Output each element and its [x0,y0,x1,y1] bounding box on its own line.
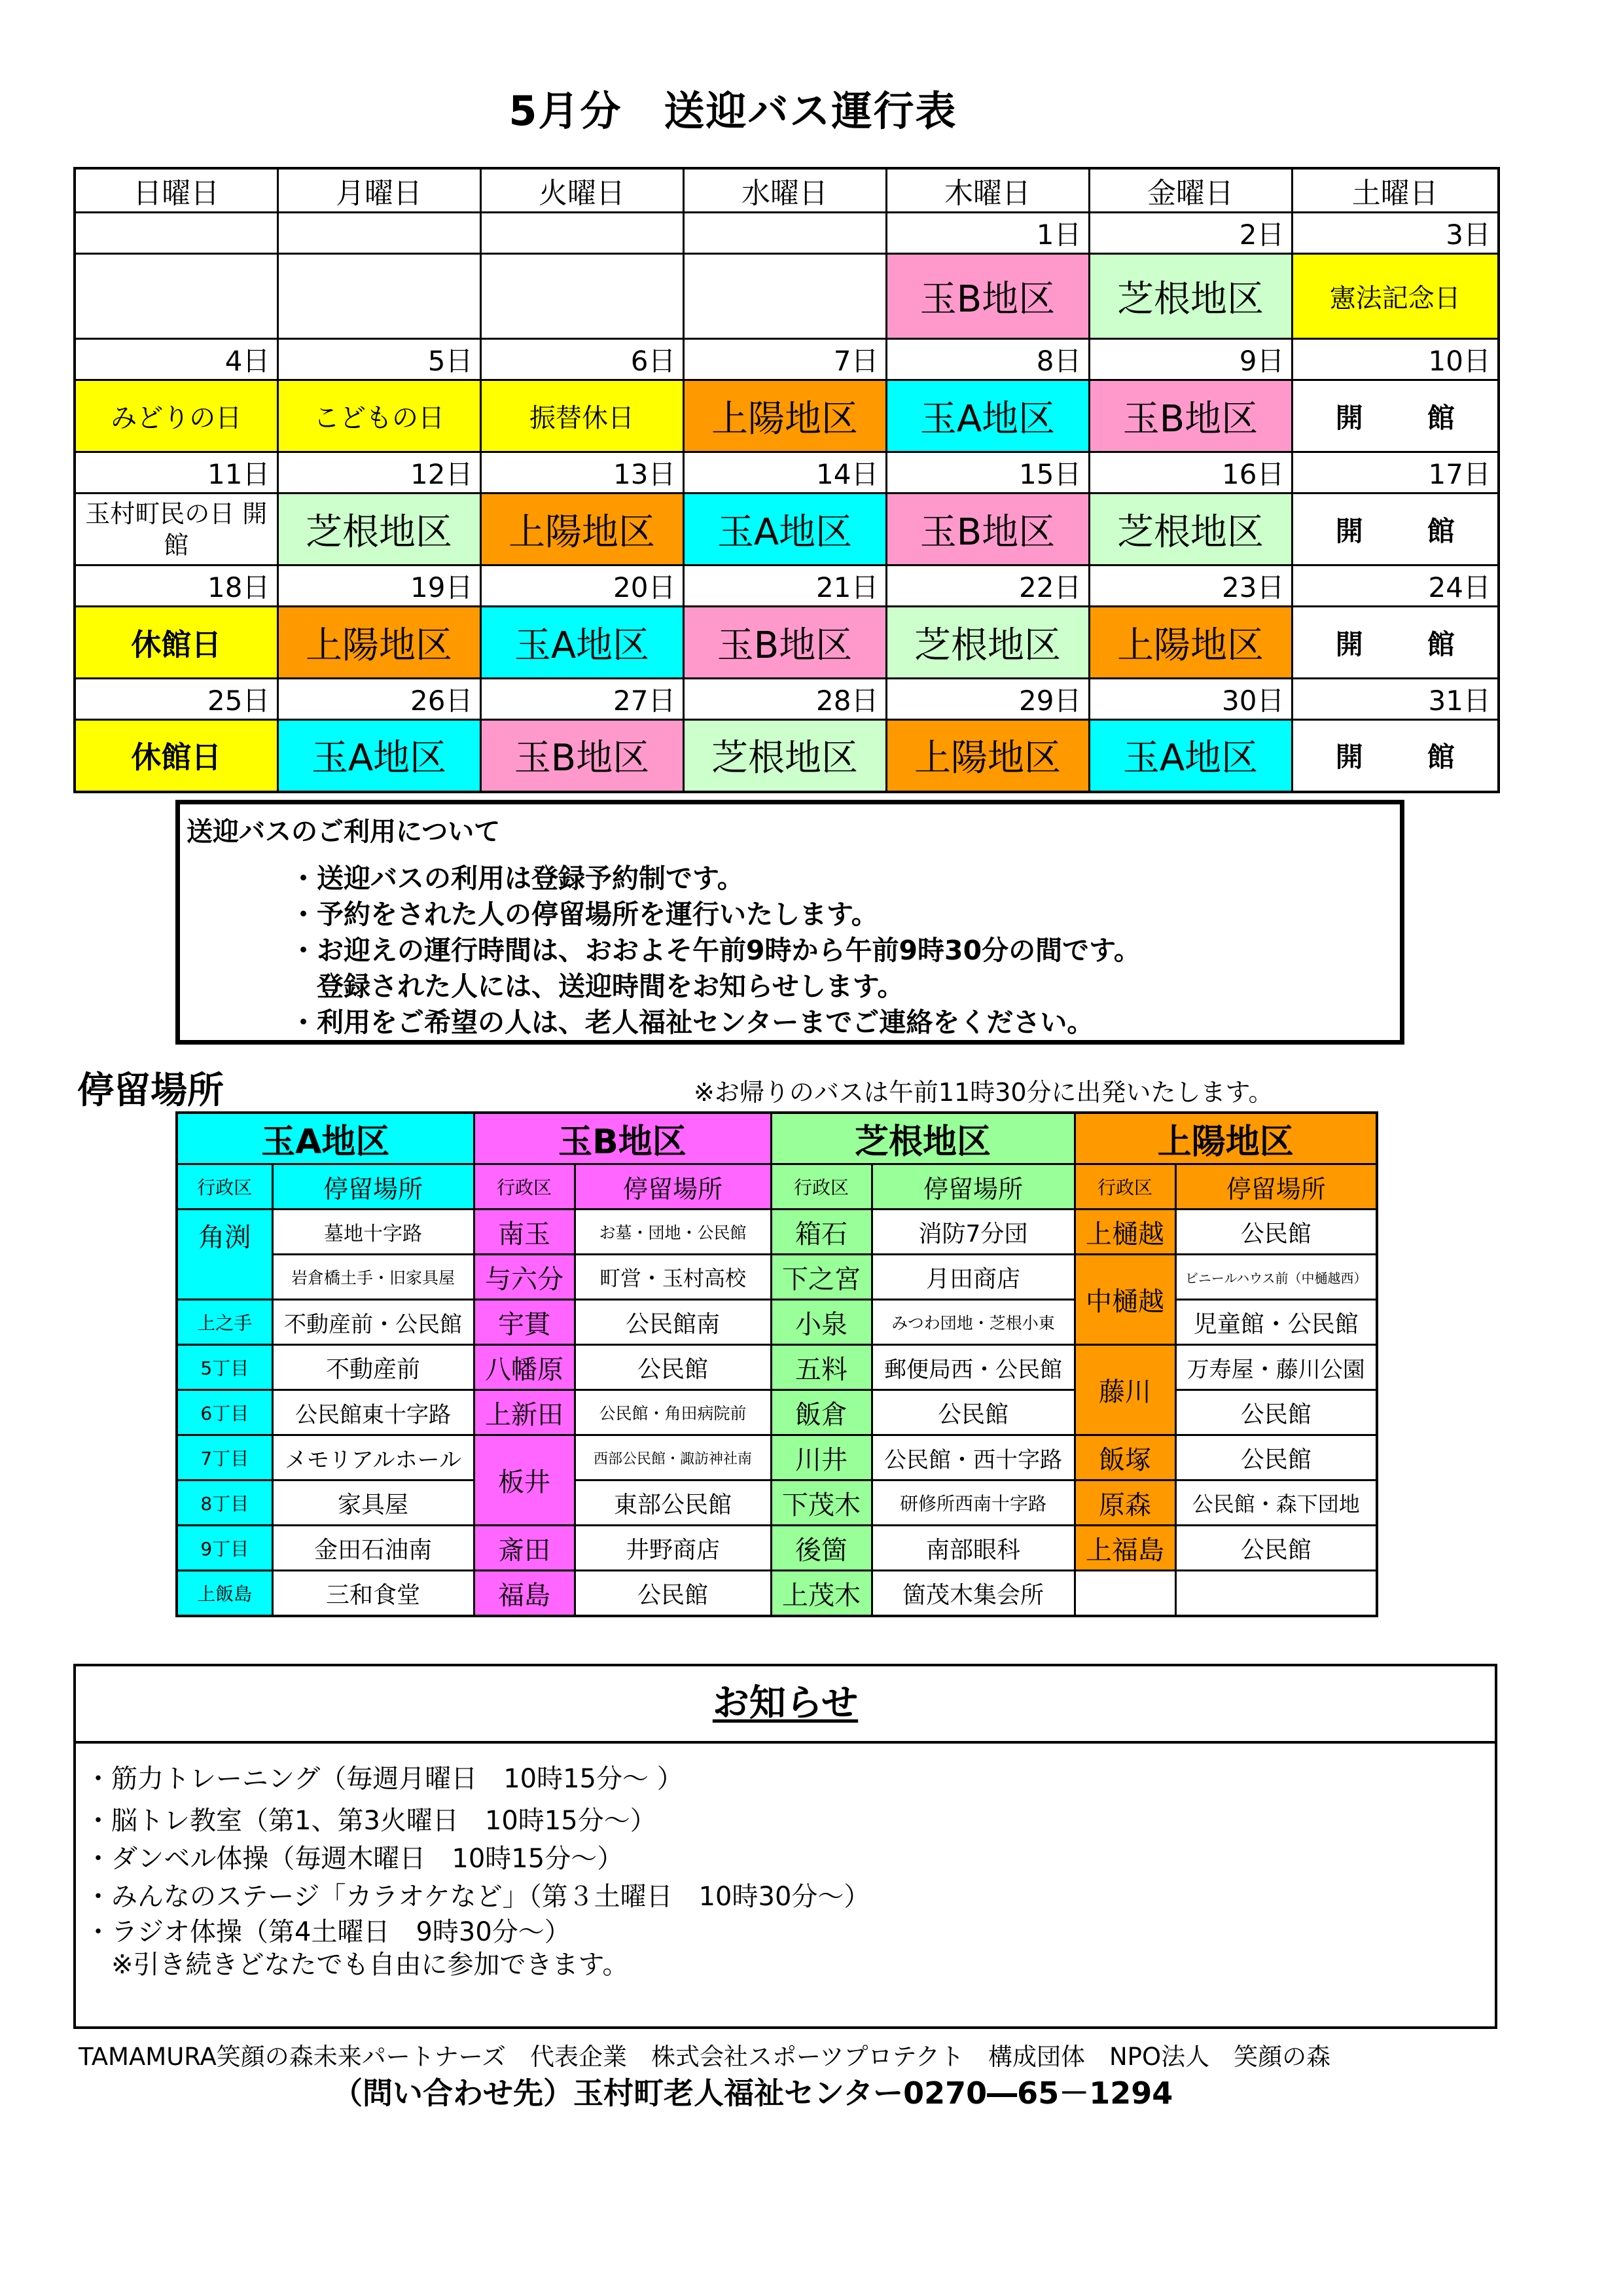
area-cell: 小泉 [771,1300,872,1345]
area-cell: 7丁目 [177,1435,272,1480]
week-event-row [75,380,1499,452]
stop-cell: 万寿屋・藤川公園 [1175,1345,1377,1390]
area-cell: 飯塚 [1075,1435,1175,1480]
contact-line: （問い合わせ先）玉村町老人福祉センター0270―65－1294 [332,2075,1173,2111]
date-cell: 3日 [1292,213,1499,254]
area-cell: 6丁目 [177,1390,272,1435]
stop-cell: 金田石油南 [272,1526,474,1571]
event-cell: 休館日 [75,607,277,679]
event-cell: 玉B地区 [683,607,886,679]
week-date-row [75,565,1499,607]
week-date-row [75,452,1499,493]
area-cell: 南玉 [474,1210,575,1255]
stops-row [177,1435,1377,1480]
weekday-header: 火曜日 [480,168,683,213]
stop-cell: 公民館・西十字路 [872,1435,1075,1480]
date-cell: 21日 [683,565,886,607]
stops-heading: 停留場所 [77,1069,224,1112]
notice-line: 登録された人には、送迎時間をお知らせします。 [290,971,904,1002]
date-cell [683,213,886,254]
stop-cell: 西部公民館・諏訪神社南 [575,1435,771,1480]
area-cell: 宇貫 [474,1300,575,1345]
area-cell: 上新田 [474,1390,575,1435]
stop-cell: ビニールハウス前（中樋越西） [1175,1255,1377,1300]
stop-cell: 消防7分団 [872,1210,1075,1255]
schedule-calendar [73,167,1500,793]
event-cell: こどもの日 [277,380,480,452]
stop-cell: 郵便局西・公民館 [872,1345,1075,1390]
event-cell: 開 館 [1292,607,1499,679]
stop-cell: 南部眼科 [872,1526,1075,1571]
week-date-row [75,213,1499,254]
notice-line: ・お迎えの運行時間は、おおよそ午前9時から午前9時30分の間です。 [290,935,1141,966]
event-cell: 芝根地区 [277,493,480,565]
date-cell: 10日 [1292,339,1499,380]
area-cell: 八幡原 [474,1345,575,1390]
event-cell: 芝根地区 [1089,254,1292,339]
date-cell: 20日 [480,565,683,607]
event-cell: 上陽地区 [886,720,1089,792]
date-cell: 16日 [1089,452,1292,493]
event-cell: 玉A地区 [480,607,683,679]
area-cell: 箱石 [771,1210,872,1255]
event-cell [480,254,683,339]
news-title [76,1666,1495,1744]
stop-cell: 公民館・角田病院前 [575,1390,771,1435]
stops-row [177,1571,1377,1617]
stop-cell: 箇茂木集会所 [872,1571,1075,1617]
event-cell: 振替休日 [480,380,683,452]
stops-row [177,1300,1377,1345]
col-header-stop: 停留場所 [575,1164,771,1210]
date-cell: 30日 [1089,679,1292,720]
date-cell: 18日 [75,565,277,607]
area-cell: 下茂木 [771,1480,872,1526]
stop-cell: 月田商店 [872,1255,1075,1300]
area-cell [1075,1571,1175,1617]
week-event-row [75,254,1499,339]
return-bus-note: ※お帰りのバスは午前11時30分に出発いたします。 [694,1078,1274,1107]
date-cell: 7日 [683,339,886,380]
date-cell: 2日 [1089,213,1292,254]
date-cell: 22日 [886,565,1089,607]
week-event-row [75,607,1499,679]
event-cell [75,254,277,339]
event-cell: 玉B地区 [886,493,1089,565]
date-cell: 26日 [277,679,480,720]
stops-row [177,1210,1377,1255]
event-cell: 憲法記念日 [1292,254,1499,339]
date-cell: 5日 [277,339,480,380]
page-title: 5月分 送迎バス運行表 [508,87,957,135]
col-header-area: 行政区 [177,1164,272,1210]
event-cell [683,254,886,339]
news-item: ※引き続きどなたでも自由に参加できます。 [85,1950,629,1980]
stop-cell: 公民館・森下団地 [1175,1480,1377,1526]
stop-cell: 三和食堂 [272,1571,474,1617]
date-cell: 15日 [886,452,1089,493]
date-cell: 12日 [277,452,480,493]
stop-cell: お墓・団地・公民館 [575,1210,771,1255]
event-cell: 上陽地区 [480,493,683,565]
date-cell: 6日 [480,339,683,380]
stop-cell: 研修所西南十字路 [872,1480,1075,1526]
district-header-row [177,1113,1377,1164]
date-cell [277,213,480,254]
date-cell: 14日 [683,452,886,493]
date-cell: 29日 [886,679,1089,720]
stop-cell: 不動産前・公民館 [272,1300,474,1345]
notice-title: 送迎バスのご利用について [187,817,501,847]
event-cell: 玉B地区 [1089,380,1292,452]
stop-cell: 井野商店 [575,1526,771,1571]
date-cell [75,213,277,254]
area-cell: 上飯島 [177,1571,272,1617]
weekday-header: 水曜日 [683,168,886,213]
event-cell [277,254,480,339]
event-cell: 開 館 [1292,493,1499,565]
stop-cell: 墓地十字路 [272,1210,474,1255]
event-cell: 玉A地区 [683,493,886,565]
event-cell: 芝根地区 [683,720,886,792]
area-cell: 斎田 [474,1526,575,1571]
stop-cell: 東部公民館 [575,1480,771,1526]
area-cell: 8丁目 [177,1480,272,1526]
area-cell: 板井 [474,1435,575,1526]
date-cell: 11日 [75,452,277,493]
district-header: 玉A地区 [177,1113,474,1164]
week-date-row [75,339,1499,380]
stop-cell: 家具屋 [272,1480,474,1526]
stop-cell: 公民館南 [575,1300,771,1345]
area-cell: 角渕 [177,1210,272,1300]
stops-row [177,1255,1377,1300]
date-cell [480,213,683,254]
stop-cell: 児童館・公民館 [1175,1300,1377,1345]
area-cell: 飯倉 [771,1390,872,1435]
area-cell: 9丁目 [177,1526,272,1571]
stop-cell: メモリアルホール [272,1435,474,1480]
stop-cell: 公民館 [872,1390,1075,1435]
event-cell: 玉B地区 [480,720,683,792]
event-cell: 開 館 [1292,380,1499,452]
area-cell: 藤川 [1075,1345,1175,1435]
district-header: 上陽地区 [1075,1113,1377,1164]
weekday-header: 日曜日 [75,168,277,213]
stops-row [177,1345,1377,1390]
stop-cell: 公民館 [1175,1435,1377,1480]
news-box [73,1664,1497,2029]
event-cell: 玉村町民の日 開館 [75,493,277,565]
date-cell: 23日 [1089,565,1292,607]
week-date-row [75,679,1499,720]
weekday-header: 金曜日 [1089,168,1292,213]
news-item: ・ダンベル体操（毎週木曜日 10時15分～） [85,1844,624,1874]
date-cell: 24日 [1292,565,1499,607]
date-cell: 19日 [277,565,480,607]
notice-line: ・送迎バスの利用は登録予約制です。 [290,863,744,894]
news-item: ・みんなのステージ「カラオケなど」（第３土曜日 10時30分～） [85,1882,870,1912]
area-cell: 福島 [474,1571,575,1617]
stop-cell: 公民館東十字路 [272,1390,474,1435]
stop-cell: 公民館 [575,1345,771,1390]
weekday-header-row [75,168,1499,213]
event-cell: 上陽地区 [683,380,886,452]
col-header-stop: 停留場所 [872,1164,1075,1210]
weekday-header: 土曜日 [1292,168,1499,213]
date-cell: 17日 [1292,452,1499,493]
area-cell: 中樋越 [1075,1255,1175,1345]
news-item: ・ラジオ体操（第4土曜日 9時30分～） [85,1917,571,1947]
date-cell: 31日 [1292,679,1499,720]
date-cell: 27日 [480,679,683,720]
stops-table [175,1111,1378,1617]
bus-usage-notice [175,800,1404,1045]
stop-cell: 岩倉橋土手・旧家具屋 [272,1255,474,1300]
weekday-header: 月曜日 [277,168,480,213]
date-cell: 25日 [75,679,277,720]
date-cell: 8日 [886,339,1089,380]
district-header: 玉B地区 [474,1113,771,1164]
stops-row [177,1390,1377,1435]
area-cell: 原森 [1075,1480,1175,1526]
area-cell: 川井 [771,1435,872,1480]
col-header-stop: 停留場所 [272,1164,474,1210]
event-cell: 休館日 [75,720,277,792]
area-cell: 5丁目 [177,1345,272,1390]
date-cell: 28日 [683,679,886,720]
stops-row [177,1526,1377,1571]
news-item: ・筋力トレーニング（毎週月曜日 10時15分～ ） [85,1764,683,1794]
notice-line: ・利用をご希望の人は、老人福祉センターまでご連絡をください。 [290,1007,1094,1038]
stop-cell: 公民館 [1175,1390,1377,1435]
area-cell: 後箇 [771,1526,872,1571]
event-cell: 玉A地区 [1089,720,1292,792]
event-cell: みどりの日 [75,380,277,452]
area-cell: 上福島 [1075,1526,1175,1571]
event-cell: 玉A地区 [277,720,480,792]
event-cell: 芝根地区 [1089,493,1292,565]
area-cell: 上樋越 [1075,1210,1175,1255]
stop-cell: 公民館 [1175,1526,1377,1571]
area-cell: 上之手 [177,1300,272,1345]
event-cell: 芝根地区 [886,607,1089,679]
col-header-area: 行政区 [771,1164,872,1210]
event-cell: 玉B地区 [886,254,1089,339]
partners-line: TAMAMURA笑顔の森未来パートナーズ 代表企業 株式会社スポーツプロテクト 構成団体 NPO法人 笑顔の森 [79,2043,1331,2071]
area-cell: 下之宮 [771,1255,872,1300]
date-cell: 4日 [75,339,277,380]
week-event-row [75,493,1499,565]
news-title-text: お知らせ [712,1682,859,1725]
stop-cell: 公民館 [575,1571,771,1617]
notice-line: ・予約をされた人の停留場所を運行いたします。 [290,899,878,930]
area-cell: 五料 [771,1345,872,1390]
event-cell: 上陽地区 [277,607,480,679]
stop-cell: みつわ団地・芝根小東 [872,1300,1075,1345]
stops-row [177,1480,1377,1526]
column-header-row [177,1164,1377,1210]
col-header-area: 行政区 [1075,1164,1175,1210]
weekday-header: 木曜日 [886,168,1089,213]
news-item: ・脳トレ教室（第1、第3火曜日 10時15分～） [85,1806,656,1836]
stop-cell: 不動産前 [272,1345,474,1390]
col-header-area: 行政区 [474,1164,575,1210]
date-cell: 13日 [480,452,683,493]
stop-cell [1175,1571,1377,1617]
stop-cell: 公民館 [1175,1210,1377,1255]
event-cell: 上陽地区 [1089,607,1292,679]
week-event-row [75,720,1499,792]
area-cell: 与六分 [474,1255,575,1300]
event-cell: 玉A地区 [886,380,1089,452]
col-header-stop: 停留場所 [1175,1164,1377,1210]
date-cell: 1日 [886,213,1089,254]
district-header: 芝根地区 [771,1113,1075,1164]
stop-cell: 町営・玉村高校 [575,1255,771,1300]
event-cell: 開 館 [1292,720,1499,792]
area-cell: 上茂木 [771,1571,872,1617]
date-cell: 9日 [1089,339,1292,380]
